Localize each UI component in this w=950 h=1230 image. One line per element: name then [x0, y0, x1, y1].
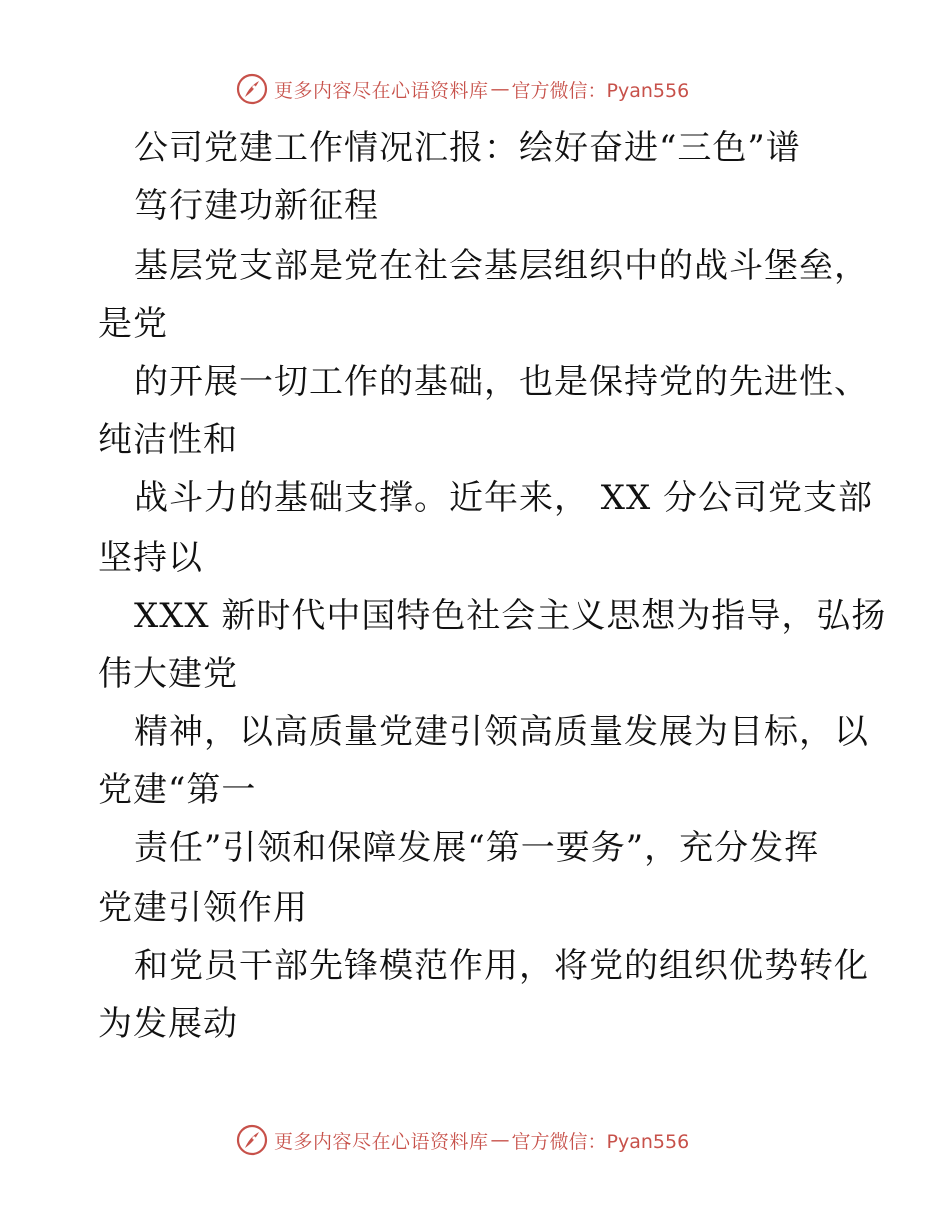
document-title-line-2: 笃行建功新征程	[134, 186, 379, 226]
paragraph-line: 的开展一切工作的基础，也是保持党的先进性、	[134, 362, 869, 402]
paragraph-line: 党建“第一	[98, 770, 257, 810]
paragraph-line: XXX 新时代中国特色社会主义思想为指导，弘扬	[134, 596, 887, 636]
paragraph-line: 基层党支部是党在社会基层组织中的战斗堡垒，	[134, 246, 869, 286]
pen-nib-logo-icon	[236, 1124, 268, 1156]
footer-banner-wechat: 官方微信：Pyan556	[511, 1130, 690, 1153]
paragraph-line: 伟大建党	[98, 654, 238, 694]
paragraph-line: 为发展动	[98, 1004, 238, 1044]
header-banner-text: 更多内容尽在心语资料库	[274, 79, 489, 102]
paragraph-line: 和党员干部先锋模范作用，将党的组织优势转化	[134, 946, 869, 986]
paragraph-line: 纯洁性和	[98, 420, 238, 460]
paragraph-line: 责任”引领和保障发展“第一要务”，充分发挥	[134, 828, 820, 868]
paragraph-line: 党建引领作用	[98, 888, 308, 928]
header-banner-dash: —	[490, 78, 510, 100]
paragraph-line: 战斗力的基础支撑。近年来， XX 分公司党支部	[134, 478, 874, 518]
paragraph-line: 坚持以	[98, 538, 203, 578]
pen-nib-logo-icon	[236, 73, 268, 105]
document-title-line-1: 公司党建工作情况汇报：绘好奋进“三色”谱	[134, 128, 801, 168]
paragraph-line: 精神，以高质量党建引领高质量发展为目标，以	[134, 712, 869, 752]
footer-banner	[236, 1123, 689, 1157]
footer-banner-dash: —	[490, 1129, 510, 1151]
header-banner	[236, 72, 689, 106]
header-banner-wechat: 官方微信：Pyan556	[511, 79, 690, 102]
paragraph-line: 是党	[98, 304, 168, 344]
footer-banner-text: 更多内容尽在心语资料库	[274, 1130, 489, 1153]
